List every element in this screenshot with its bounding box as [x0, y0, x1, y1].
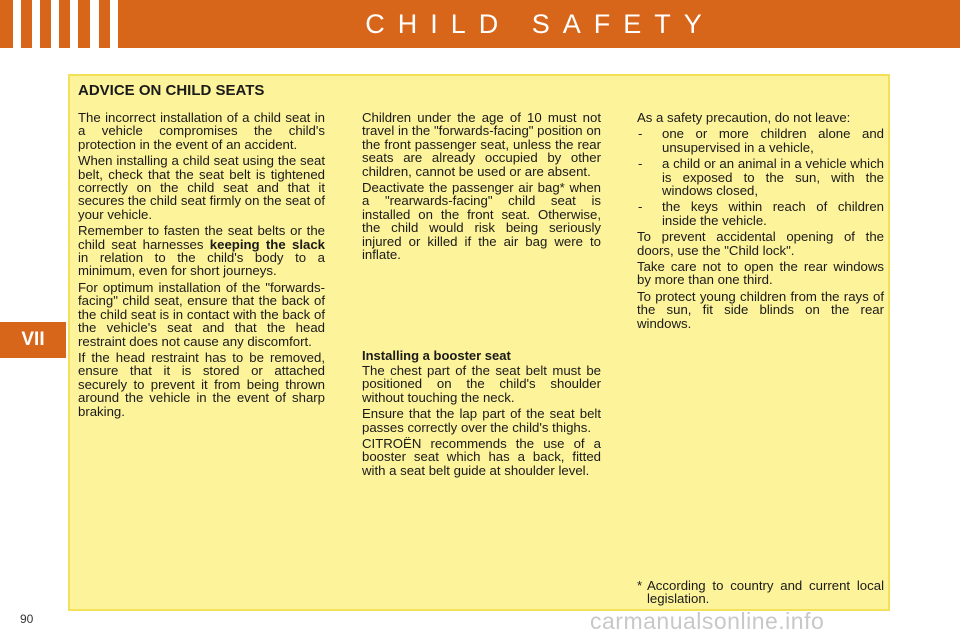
paragraph: The chest part of the seat belt must be positioned on the child's shoulder without touching the neck. [362, 363, 601, 405]
column-2 [362, 111, 601, 264]
paragraph: Take care not to open the rear windows by more than one third. [637, 259, 884, 288]
paragraph-text: in relation to the child's body to a minimum, even for short journeys. [78, 250, 325, 279]
header-stripe [51, 0, 59, 48]
paragraph: To prevent accidental opening of the doors, use the "Child lock". [637, 229, 884, 258]
advice-panel [68, 74, 890, 611]
paragraph: Children under the age of 10 must not travel in the "forwards-facing" position on the front passenger seat, unless the rear seats are already occupied by other children, cannot be used or are absent. [362, 110, 601, 179]
paragraph-text: Remember to fasten the seat belts or the child seat harnesses [78, 223, 325, 252]
paragraph [78, 224, 325, 278]
page-title: CHILD SAFETY [365, 9, 715, 39]
list-item: - a child or an animal in a vehicle which is exposed to the sun, with the windows closed, [637, 157, 884, 197]
header-stripe [110, 0, 118, 48]
header-stripe [13, 0, 21, 48]
header-bar [0, 0, 960, 48]
paragraph: Deactivate the passenger air bag* when a "rearwards-facing" child seat is installed on the front seat. Otherwise, the child would risk being seriously injured or killed if the air bag were to inflate. [362, 180, 601, 263]
paragraph: Ensure that the lap part of the seat belt passes correctly over the child's thighs. [362, 406, 601, 435]
emphasis-text: keeping the slack [209, 236, 325, 252]
paragraph: As a safety precaution, do not leave: [637, 110, 851, 125]
list-item: - the keys within reach of children inside the vehicle. [637, 200, 884, 227]
footnote-mark: * [637, 578, 643, 593]
paragraph: CITROËN recommends the use of a booster seat which has a back, fitted with a seat belt guide at shoulder level. [362, 436, 601, 478]
chapter-tab[interactable]: VII [0, 322, 66, 358]
paragraph: To protect young children from the rays of the sun, fit side blinds on the rear windows. [637, 288, 884, 331]
header-stripe [32, 0, 40, 48]
paragraph: The incorrect installation of a child seat in a vehicle compromises the child's protection in the event of an accident. [78, 110, 325, 152]
list-item: - one or more children alone and unsupervised in a vehicle, [637, 127, 884, 154]
paragraph: If the head restraint has to be removed, ensure that it is stored or attached securely to prevent it from being thrown around the vehicle in the event of sharp braking. [78, 349, 325, 419]
paragraph: For optimum installation of the "forwards-facing" child seat, ensure that the back of the child seat is in contact with the back of the vehicle's seat and that the head restraint does not cause any discomfort. [78, 279, 325, 349]
bullet-list [637, 127, 884, 227]
paragraph: When installing a child seat using the seat belt, check that the seat belt is tightened correctly on the child seat and that it secures the child seat firmly on the seat of your vehicle. [78, 153, 325, 222]
column-2-lower [362, 364, 601, 480]
page-number: 90 [20, 612, 34, 626]
footnote [637, 579, 884, 606]
column-3 [637, 111, 884, 333]
header-stripe [70, 0, 78, 48]
watermark: carmanualsonline.info [590, 608, 825, 634]
subheading: Installing a booster seat [362, 348, 511, 363]
footnote-text: According to country and current local legislation. [647, 578, 884, 607]
section-title: ADVICE ON CHILD SEATS [78, 82, 265, 99]
column-1 [78, 111, 325, 421]
header-stripe [90, 0, 99, 48]
